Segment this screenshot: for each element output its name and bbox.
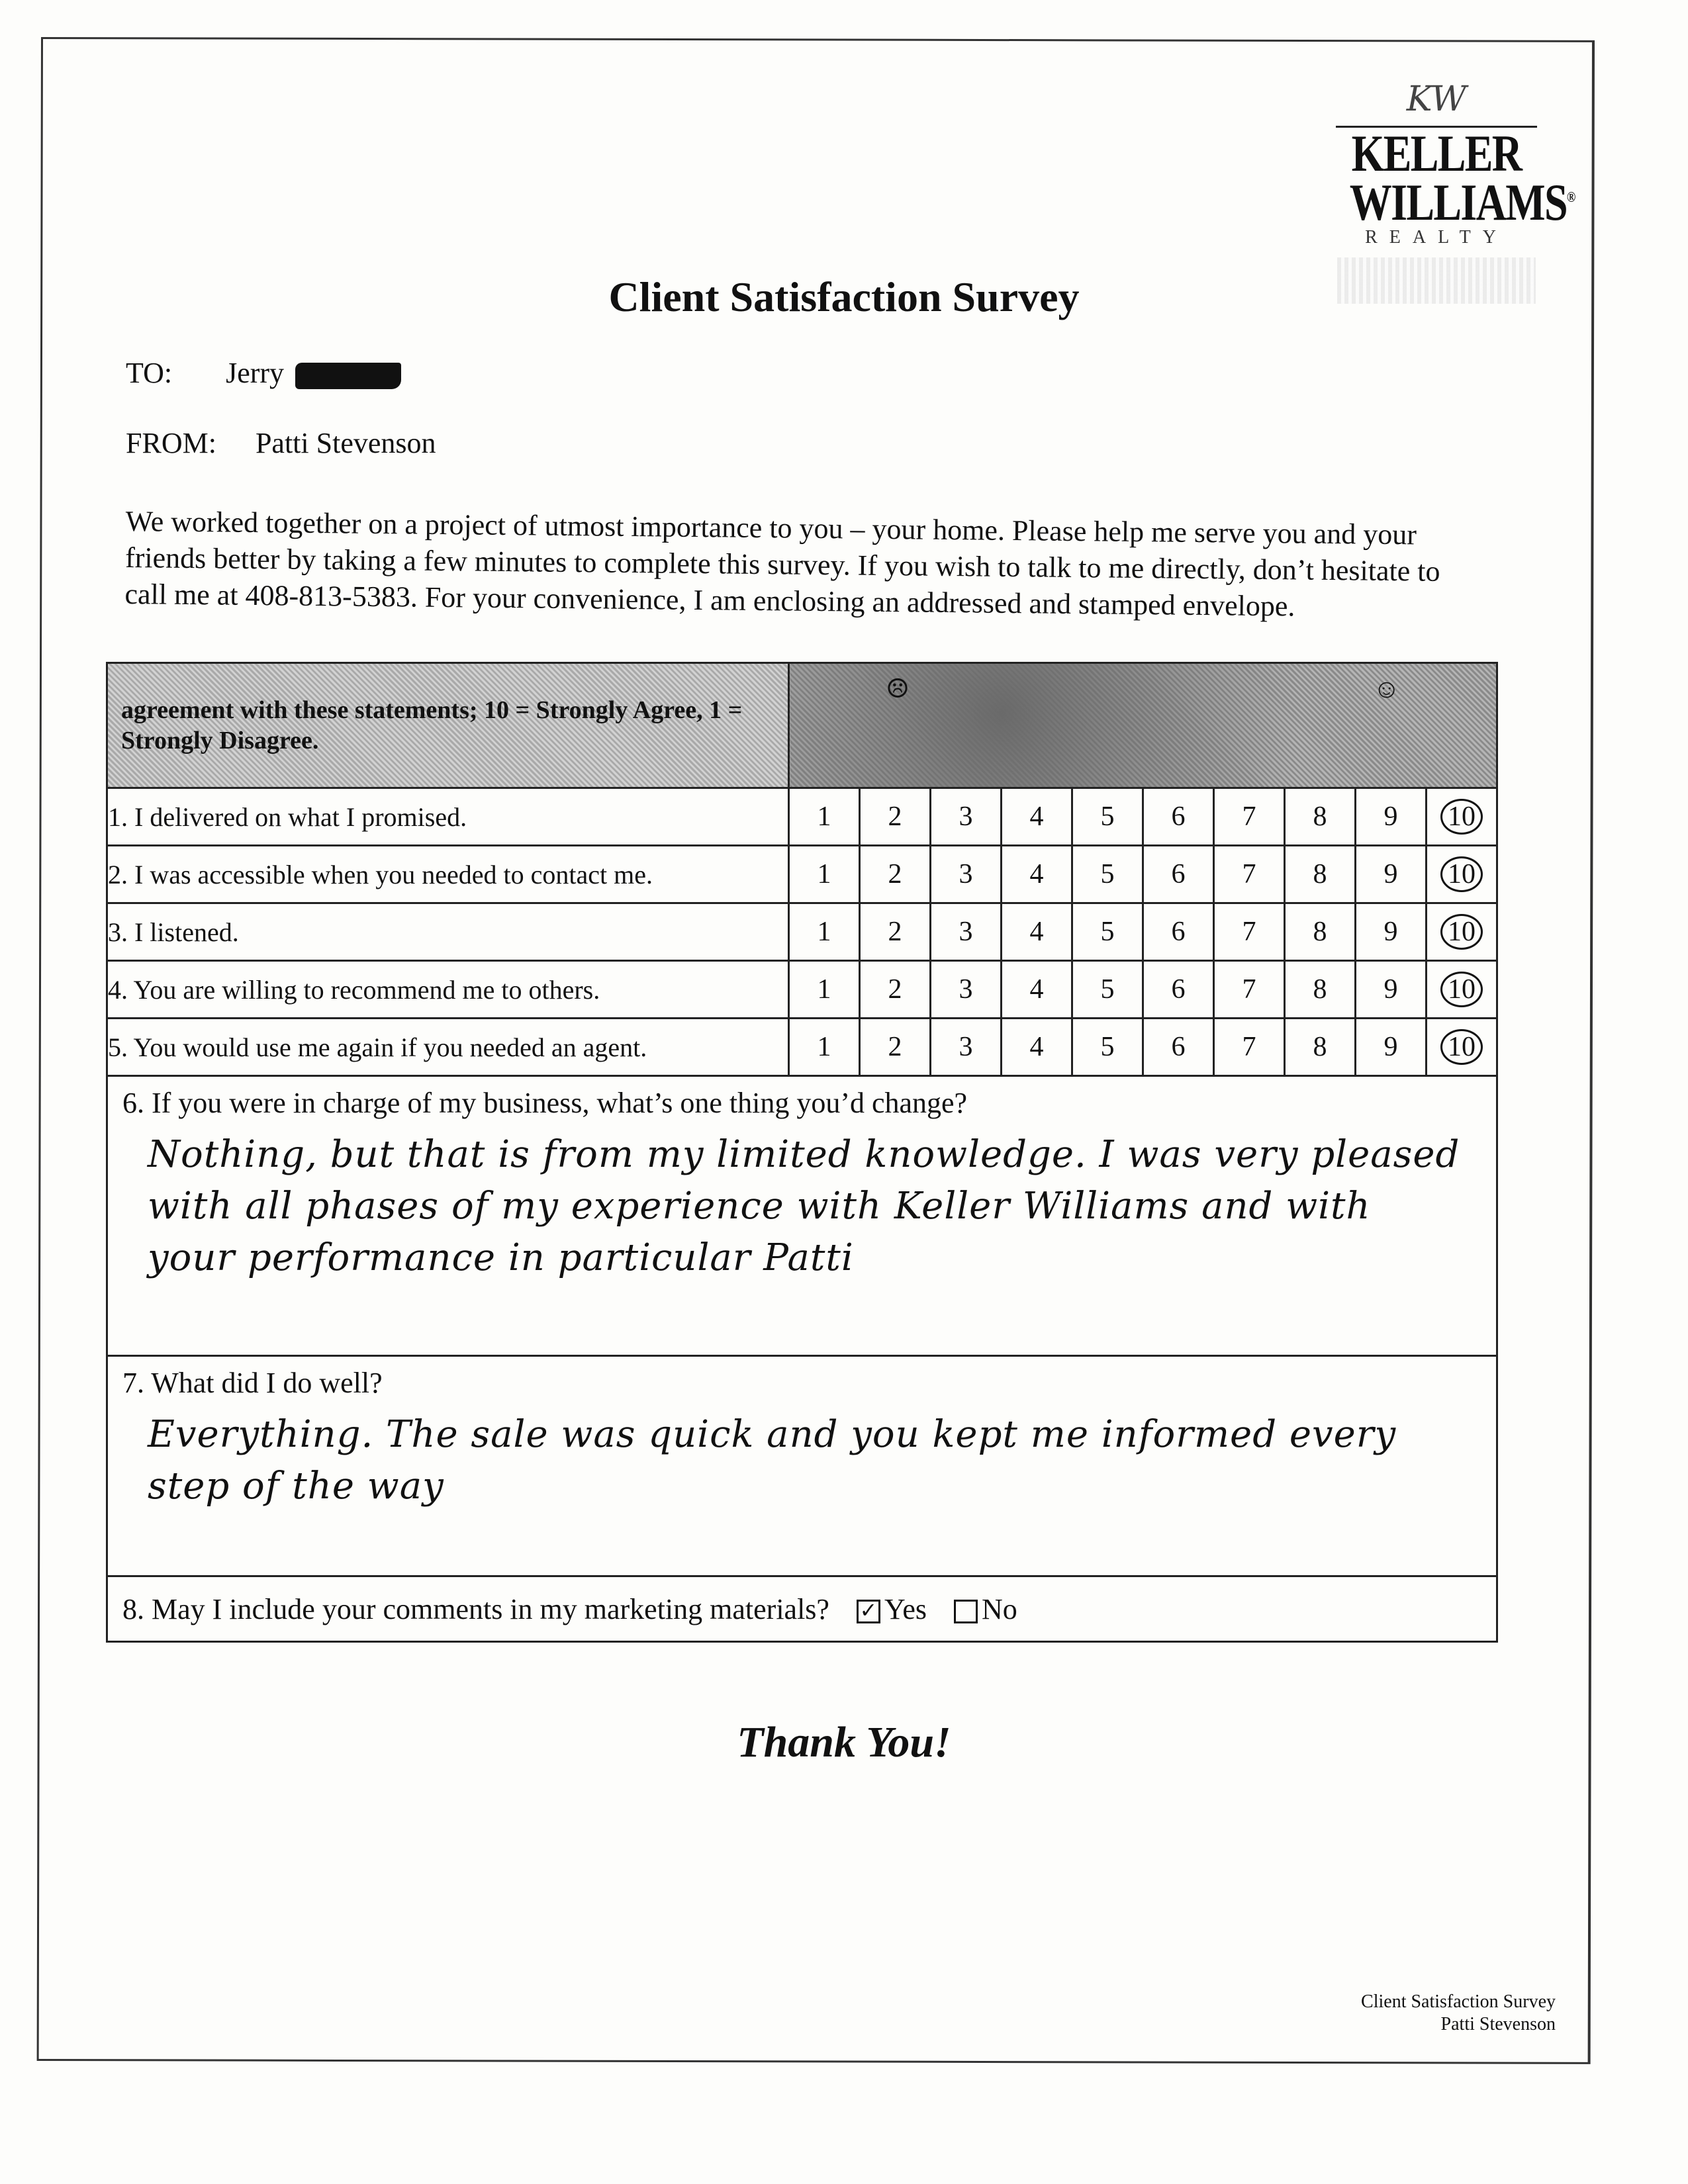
rating-value: 10 <box>1440 972 1483 1007</box>
question-text: 5. You would use me again if you needed an agent. <box>107 1019 789 1076</box>
from-line <box>126 426 436 460</box>
rating-option[interactable] <box>1285 1019 1356 1076</box>
rating-value: 1 <box>817 917 831 947</box>
rating-option[interactable] <box>1002 788 1072 846</box>
from-label: FROM: <box>126 427 216 459</box>
rating-option[interactable] <box>1285 846 1356 903</box>
rating-option[interactable] <box>931 961 1002 1019</box>
rating-option[interactable] <box>1356 846 1427 903</box>
rating-value: 8 <box>1313 974 1327 1005</box>
question-rows <box>107 788 1497 1076</box>
rating-option[interactable] <box>931 846 1002 903</box>
question-6-cell <box>107 1076 1497 1356</box>
rating-option[interactable] <box>1285 788 1356 846</box>
rating-value: 10 <box>1440 1029 1483 1065</box>
rating-value: 3 <box>959 859 973 889</box>
rating-option[interactable] <box>1214 1019 1285 1076</box>
rating-value: 7 <box>1242 1032 1256 1062</box>
rating-value: 4 <box>1029 974 1044 1005</box>
rating-option[interactable] <box>1427 903 1497 961</box>
question-text: 1. I delivered on what I promised. <box>107 788 789 846</box>
to-label: TO: <box>126 357 173 389</box>
rating-option[interactable] <box>1143 1019 1214 1076</box>
rating-value: 7 <box>1242 917 1256 947</box>
rating-option[interactable] <box>789 903 860 961</box>
rating-option[interactable] <box>1214 788 1285 846</box>
rating-value: 2 <box>888 974 902 1005</box>
page-title: Client Satisfaction Survey <box>608 273 1080 320</box>
rating-option[interactable] <box>1427 846 1497 903</box>
sad-face-icon: ☹ <box>886 674 910 704</box>
registered-mark: ® <box>1566 189 1575 205</box>
statement-header: agreement with these statements; 10 = Strongly Agree, 1 = Strongly Disagree. <box>107 663 789 788</box>
redacted-surname <box>295 363 401 389</box>
rating-option[interactable] <box>1356 788 1427 846</box>
to-value: Jerry <box>226 357 285 389</box>
rating-option[interactable] <box>1072 788 1143 846</box>
footer-title: Client Satisfaction Survey <box>1361 1991 1556 2012</box>
question-text: 2. I was accessible when you needed to contact me. <box>107 846 789 903</box>
to-line <box>126 356 401 390</box>
rating-option[interactable] <box>1143 846 1214 903</box>
logo-williams-text: WILLIAMS <box>1349 173 1567 231</box>
question-6-text: 6. If you were in charge of my business, what’s one thing you’d change? <box>122 1087 968 1119</box>
rating-value: 5 <box>1100 1032 1115 1062</box>
rating-value: 10 <box>1440 799 1483 835</box>
rating-value: 3 <box>959 801 973 832</box>
rating-value: 8 <box>1313 1032 1327 1062</box>
rating-value: 5 <box>1100 801 1115 832</box>
rating-value: 9 <box>1383 974 1398 1005</box>
rating-option[interactable] <box>1356 961 1427 1019</box>
survey-table <box>106 662 1498 1643</box>
rating-value: 3 <box>959 917 973 947</box>
happy-face-icon: ☺ <box>1373 674 1401 704</box>
rating-value: 9 <box>1383 1032 1398 1062</box>
rating-value: 9 <box>1383 801 1398 832</box>
rating-value: 3 <box>959 974 973 1005</box>
rating-option[interactable] <box>789 788 860 846</box>
question-row <box>107 846 1497 903</box>
rating-value: 2 <box>888 1032 902 1062</box>
rating-value: 4 <box>1029 1032 1044 1062</box>
footer <box>1361 1991 1556 2036</box>
rating-value: 2 <box>888 801 902 832</box>
rating-option[interactable] <box>860 788 931 846</box>
rating-option[interactable] <box>1214 961 1285 1019</box>
rating-value: 9 <box>1383 859 1398 889</box>
rating-option[interactable] <box>1356 903 1427 961</box>
rating-value: 4 <box>1029 801 1044 832</box>
rating-value: 1 <box>817 859 831 889</box>
rating-option[interactable] <box>1143 961 1214 1019</box>
rating-option[interactable] <box>1002 903 1072 961</box>
rating-option[interactable] <box>1072 903 1143 961</box>
no-checkbox[interactable] <box>954 1600 978 1623</box>
intro-paragraph: We worked together on a project of utmost importance to you – your home. Please help me serve you and your friends better by taking a few minutes to complete this survey. If you wish to talk to me directly, don’t hesitate to call me at 408-813-5383. For your convenience, I am enclosing an addressed and stamped envelope. <box>124 504 1440 623</box>
rating-option[interactable] <box>1214 903 1285 961</box>
question-8-text: 8. May I include your comments in my marketing materials? <box>122 1592 829 1625</box>
rating-value: 10 <box>1440 914 1483 950</box>
question-7-answer[interactable]: Everything. The sale was quick and you kept me informed every step of the way <box>148 1413 1397 1508</box>
thank-you-text: Thank You! <box>737 1718 951 1766</box>
yes-label: Yes <box>884 1592 927 1625</box>
rating-value: 4 <box>1029 917 1044 947</box>
rating-option[interactable] <box>789 846 860 903</box>
rating-option[interactable] <box>1072 846 1143 903</box>
rating-option[interactable] <box>931 1019 1002 1076</box>
question-text: 4. You are willing to recommend me to others. <box>107 961 789 1019</box>
rating-value: 6 <box>1171 801 1186 832</box>
rating-option[interactable] <box>1002 1019 1072 1076</box>
logo-williams <box>1349 173 1575 231</box>
rating-option[interactable] <box>1143 788 1214 846</box>
rating-value: 8 <box>1313 859 1327 889</box>
question-7-cell <box>107 1356 1497 1576</box>
no-label: No <box>981 1592 1017 1625</box>
from-value: Patti Stevenson <box>255 427 436 459</box>
scale-header <box>789 663 1497 788</box>
rating-value: 1 <box>817 1032 831 1062</box>
rating-value: 6 <box>1171 974 1186 1005</box>
question-7-row <box>107 1356 1497 1576</box>
rating-value: 6 <box>1171 1032 1186 1062</box>
rating-option[interactable] <box>931 788 1002 846</box>
rating-value: 1 <box>817 801 831 832</box>
question-row <box>107 788 1497 846</box>
question-8-cell <box>107 1576 1497 1642</box>
rating-value: 6 <box>1171 917 1186 947</box>
keller-williams-logo <box>1331 79 1575 298</box>
table-header-row <box>107 663 1497 788</box>
question-6-row <box>107 1076 1497 1356</box>
rating-option[interactable] <box>1143 903 1214 961</box>
rating-option[interactable] <box>1427 1019 1497 1076</box>
rating-value: 2 <box>888 917 902 947</box>
rating-option[interactable] <box>1427 961 1497 1019</box>
rating-option[interactable] <box>789 961 860 1019</box>
rating-option[interactable] <box>931 903 1002 961</box>
rating-option[interactable] <box>1356 1019 1427 1076</box>
rating-value: 9 <box>1383 917 1398 947</box>
rating-value: 2 <box>888 859 902 889</box>
rating-value: 1 <box>817 974 831 1005</box>
rating-value: 6 <box>1171 859 1186 889</box>
rating-value: 3 <box>959 1032 973 1062</box>
rating-value: 5 <box>1100 859 1115 889</box>
question-6-answer[interactable]: Nothing, but that is from my limited knowledge. I was very pleased with all phases of my experience with Keller Williams and with your performance in particular Patti <box>148 1133 1460 1279</box>
rating-option[interactable] <box>1072 1019 1143 1076</box>
rating-option[interactable] <box>860 903 931 961</box>
logo-keller: KELLER <box>1351 124 1522 182</box>
rating-value: 5 <box>1100 974 1115 1005</box>
rating-value: 8 <box>1313 917 1327 947</box>
question-7-text: 7. What did I do well? <box>122 1367 383 1399</box>
rating-value: 10 <box>1440 856 1483 892</box>
rating-option[interactable] <box>1002 961 1072 1019</box>
question-text: 3. I listened. <box>107 903 789 961</box>
rating-value: 8 <box>1313 801 1327 832</box>
rating-option[interactable] <box>1072 961 1143 1019</box>
rating-option[interactable] <box>1285 903 1356 961</box>
question-row <box>107 1019 1497 1076</box>
kw-monogram: KW <box>1406 79 1467 119</box>
question-8-row <box>107 1576 1497 1642</box>
rating-option[interactable] <box>860 846 931 903</box>
footer-name: Patti Stevenson <box>1440 2014 1556 2034</box>
logo-realty: REALTY <box>1365 227 1508 248</box>
rating-option[interactable] <box>860 1019 931 1076</box>
rating-value: 5 <box>1100 917 1115 947</box>
rating-value: 7 <box>1242 801 1256 832</box>
question-row <box>107 903 1497 961</box>
rating-value: 7 <box>1242 859 1256 889</box>
question-row <box>107 961 1497 1019</box>
rating-value: 4 <box>1029 859 1044 889</box>
rating-option[interactable] <box>1427 788 1497 846</box>
rating-option[interactable] <box>860 961 931 1019</box>
yes-checkbox[interactable]: ✓ <box>857 1600 880 1623</box>
rating-option[interactable] <box>1285 961 1356 1019</box>
rating-option[interactable] <box>1002 846 1072 903</box>
rating-option[interactable] <box>789 1019 860 1076</box>
rating-option[interactable] <box>1214 846 1285 903</box>
rating-value: 7 <box>1242 974 1256 1005</box>
